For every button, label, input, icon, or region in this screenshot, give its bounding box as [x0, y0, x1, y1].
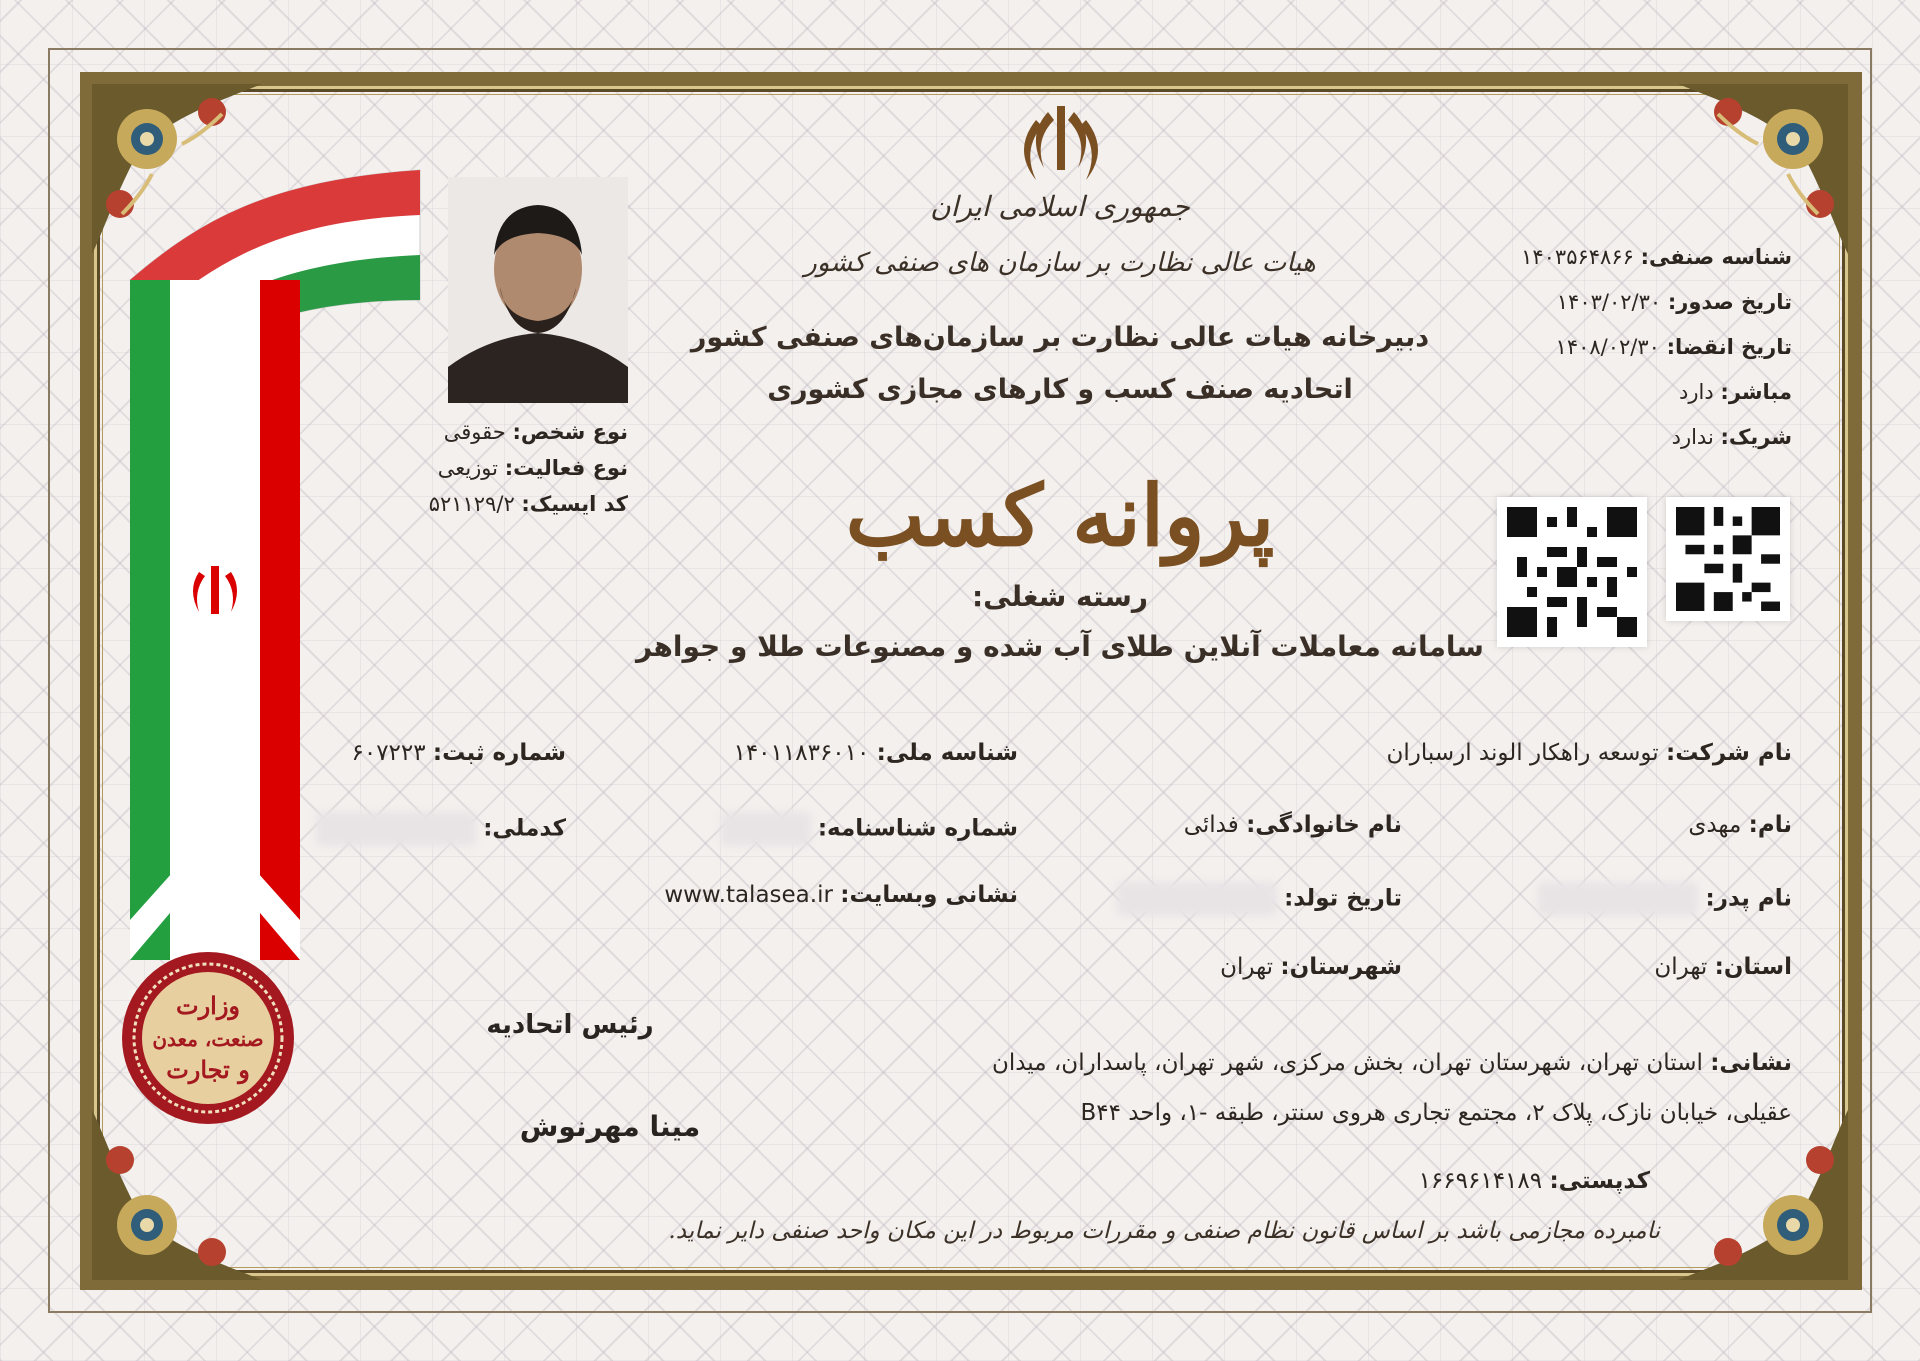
- company-label: نام شرکت:: [1666, 740, 1792, 766]
- guild-id-value: ۱۴۰۳۵۶۴۸۶۶: [1521, 245, 1634, 269]
- first-name-value: مهدی: [1688, 812, 1742, 838]
- partner-row: [1672, 425, 1792, 449]
- category-value: سامانه معاملات آنلاین طلای آب شده و مصنوعات طلا و جواهر: [636, 630, 1484, 663]
- partner-label: شریک:: [1720, 425, 1792, 449]
- republic-text: جمهوری اسلامی ایران: [930, 190, 1190, 223]
- isic-code-value: ۵۲۱۱۲۹/۲: [428, 492, 515, 516]
- issue-date-label: تاریخ صدور:: [1667, 290, 1792, 314]
- issue-date-value: ۱۴۰۳/۰۲/۳۰: [1556, 290, 1662, 314]
- signature-name: مینا مهرنوش: [519, 1110, 701, 1143]
- address-line-1: استان تهران، شهرستان تهران، بخش مرکزی، شهر تهران، پاسداران، میدان: [991, 1050, 1703, 1076]
- postal-code-row: [1419, 1168, 1650, 1194]
- reg-no-row: [351, 740, 566, 766]
- national-code-redacted: [316, 812, 476, 846]
- issue-date-row: [1557, 290, 1792, 314]
- expiry-date-row: [1556, 335, 1792, 359]
- corner-ornament-top-right: [1678, 84, 1848, 254]
- national-id-value: ۱۴۰۱۱۸۳۶۰۱۰: [733, 740, 870, 766]
- address-block: [852, 1038, 1792, 1138]
- postal-code-value: ۱۶۶۹۶۱۴۱۸۹: [1418, 1168, 1543, 1194]
- union-text: اتحادیه صنف کسب و کارهای مجازی کشوری: [767, 374, 1353, 405]
- activity-type-row: [438, 456, 628, 480]
- website-label: نشانی وبسایت:: [840, 882, 1018, 908]
- website-value[interactable]: www.talasea.ir: [664, 882, 833, 908]
- reg-no-label: شماره ثبت:: [432, 740, 566, 766]
- corner-ornament-bottom-left: [92, 1110, 262, 1280]
- reg-no-value: ۶۰۷۲۲۳: [351, 740, 426, 766]
- city-row: [1220, 954, 1402, 980]
- person-type-value: حقوقی: [443, 420, 506, 444]
- signature-role: رئیس اتحادیه: [486, 1010, 654, 1040]
- id-number-label: شماره شناسنامه:: [817, 815, 1018, 842]
- father-name-label: نام پدر:: [1705, 885, 1792, 912]
- isic-code-label: کد ایسیک:: [521, 492, 628, 516]
- national-code-row: [316, 812, 566, 846]
- national-id-row: [733, 740, 1018, 766]
- manager-row: [1679, 380, 1792, 404]
- holder-photo: [448, 177, 628, 403]
- company-value: توسعه راهکار الوند ارسباران: [1386, 740, 1659, 766]
- postal-code-label: کدپستی:: [1549, 1168, 1650, 1194]
- city-label: شهرستان:: [1280, 954, 1402, 980]
- manager-label: مباشر:: [1720, 380, 1792, 404]
- person-silhouette-icon: [448, 177, 628, 403]
- national-id-label: شناسه ملی:: [876, 740, 1018, 766]
- stamp-line-3: و تجارت: [166, 1055, 250, 1084]
- expiry-date-value: ۱۴۰۸/۰۲/۳۰: [1555, 335, 1660, 359]
- person-type-row: [444, 420, 628, 444]
- board-text: هیات عالی نظارت بر سازمان های صنفی کشور: [804, 248, 1316, 278]
- expiry-date-label: تاریخ انقضا:: [1666, 335, 1792, 359]
- ministry-seal-stamp: [118, 948, 298, 1128]
- id-number-row: [721, 812, 1018, 846]
- person-type-label: نوع شخص:: [512, 420, 628, 444]
- stamp-line-1: وزارت: [175, 991, 241, 1020]
- partner-value: ندارد: [1671, 425, 1714, 449]
- province-value: تهران: [1654, 954, 1708, 980]
- first-name-row: [1688, 812, 1792, 838]
- stamp-line-2: صنعت، معدن: [152, 1027, 264, 1051]
- category-label: رسته شغلی:: [971, 580, 1149, 613]
- legal-note: نامبرده مجازمی باشد بر اساس قانون نظام صنفی و مقررات مربوط در این مکان واحد صنفی دایر نماید.: [668, 1218, 1660, 1244]
- father-name-row: [1538, 882, 1792, 916]
- last-name-label: نام خانوادگی:: [1246, 812, 1402, 838]
- birth-date-redacted: [1117, 882, 1277, 916]
- guild-id-label: شناسه صنفی:: [1640, 245, 1792, 269]
- qr-code-large-icon: [1507, 507, 1637, 637]
- province-row: [1654, 954, 1792, 980]
- birth-date-row: [1117, 882, 1402, 916]
- secretariat-text: دبیرخانه هیات عالی نظارت بر سازمان‌های صنفی کشور: [690, 322, 1430, 353]
- address-label: نشانی:: [1710, 1050, 1792, 1076]
- guild-id-row: [1521, 245, 1792, 269]
- activity-type-value: توزیعی: [437, 456, 499, 480]
- id-number-redacted: [721, 812, 811, 846]
- qr-code-small[interactable]: [1666, 497, 1790, 621]
- iran-emblem-icon: [1018, 100, 1104, 186]
- father-name-redacted: [1538, 882, 1698, 916]
- province-label: استان:: [1714, 954, 1792, 980]
- national-code-label: کدملی:: [483, 815, 566, 842]
- activity-type-label: نوع فعالیت:: [504, 456, 628, 480]
- qr-code-small-icon: [1676, 507, 1780, 611]
- manager-value: دارد: [1679, 380, 1714, 404]
- last-name-value: فدائی: [1183, 812, 1239, 838]
- isic-code-row: [429, 492, 628, 516]
- address-line-2: عقیلی، خیابان نازک، پلاک ۲، مجتمع تجاری هروی سنتر، طبقه -۱، واحد B۴۴: [1080, 1100, 1792, 1126]
- qr-code-large[interactable]: [1497, 497, 1647, 647]
- birth-date-label: تاریخ تولد:: [1284, 885, 1402, 912]
- last-name-row: [1184, 812, 1402, 838]
- company-row: [1386, 740, 1792, 766]
- license-title: پروانه کسب: [845, 466, 1275, 565]
- city-value: تهران: [1220, 954, 1274, 980]
- website-row: [664, 882, 1018, 908]
- first-name-label: نام:: [1748, 812, 1792, 838]
